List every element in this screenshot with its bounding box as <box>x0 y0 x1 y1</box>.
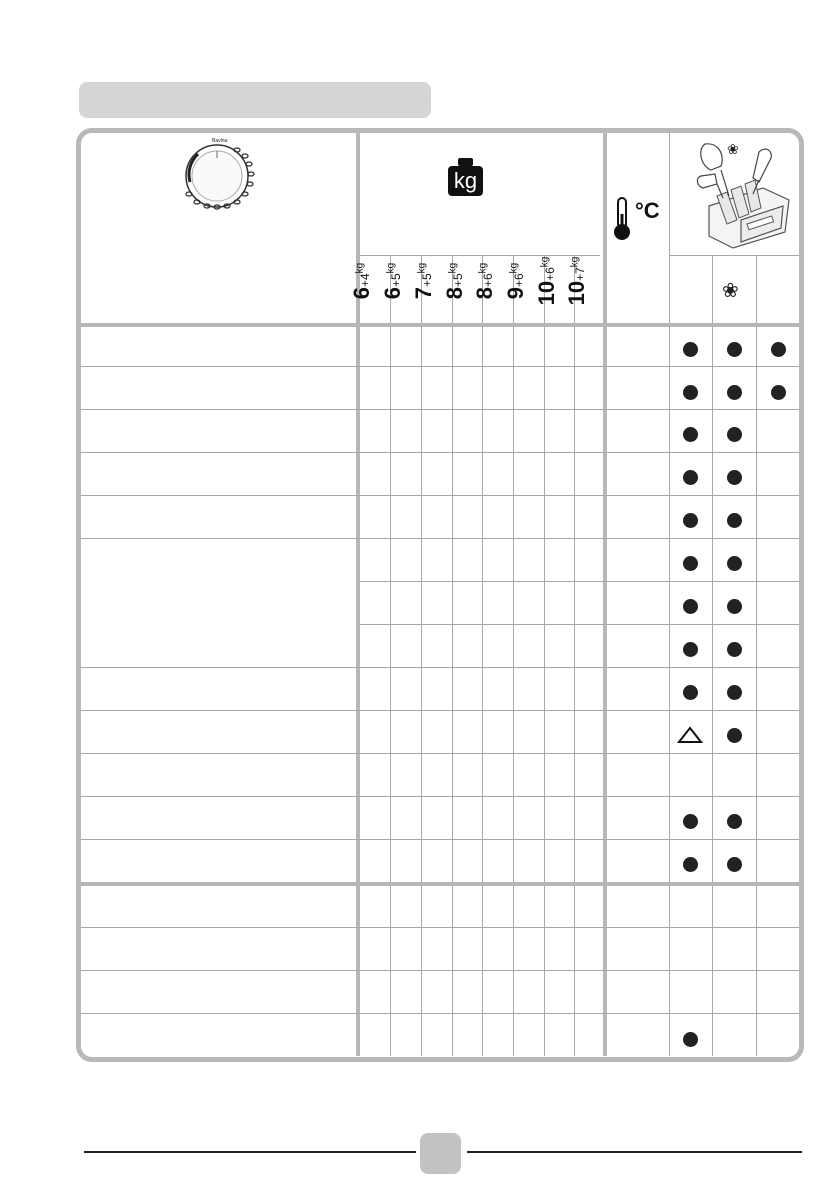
detergent-dot <box>683 685 698 700</box>
detergent-dot <box>683 470 698 485</box>
load-extra: +5 <box>451 273 465 287</box>
row-divider <box>360 581 799 582</box>
detergent-dot <box>727 685 742 700</box>
detergent-drawer-icon <box>693 136 793 252</box>
col-divider-detergent <box>669 133 670 1056</box>
section-title-bar <box>79 82 431 118</box>
load-main: 8 <box>442 287 467 300</box>
weight-icon-label: kg <box>453 168 478 193</box>
row-divider <box>81 366 799 367</box>
load-extra: +6 <box>543 267 557 281</box>
detergent-dot <box>683 385 698 400</box>
page-number-box <box>420 1133 461 1174</box>
detergent-dot <box>727 385 742 400</box>
detergent-dot <box>727 814 742 829</box>
footer-rule-left <box>84 1151 416 1153</box>
detergent-dot <box>683 556 698 571</box>
detergent-dot <box>727 470 742 485</box>
detergent-dot <box>771 385 786 400</box>
col-divider-temperature <box>603 133 607 1056</box>
row-divider <box>81 409 799 410</box>
programme-dial-icon <box>176 136 258 212</box>
row-divider-thick <box>81 323 799 327</box>
load-unit: kg <box>539 256 551 268</box>
detergent-dot <box>683 857 698 872</box>
load-unit: kg <box>477 262 489 274</box>
thermometer-icon <box>612 196 634 242</box>
detergent-dot <box>727 857 742 872</box>
detergent-header-line <box>669 255 799 256</box>
load-main: 7 <box>411 287 436 300</box>
detergent-dot <box>727 513 742 528</box>
col-divider-load <box>452 255 453 1056</box>
load-unit: kg <box>569 256 581 268</box>
detergent-dot <box>683 599 698 614</box>
load-extra: +7 <box>573 267 587 281</box>
load-main: 10 <box>564 280 589 306</box>
detergent-dot <box>727 599 742 614</box>
detergent-dot <box>771 342 786 357</box>
row-divider <box>81 927 799 928</box>
load-extra: +5 <box>420 273 434 287</box>
col-divider-load <box>390 255 391 1056</box>
weight-icon <box>448 158 483 196</box>
detergent-dot <box>727 427 742 442</box>
load-unit: kg <box>354 262 366 274</box>
load-main: 8 <box>472 287 497 300</box>
load-main: 6 <box>349 287 374 300</box>
load-extra: +6 <box>481 273 495 287</box>
col-divider-load <box>482 255 483 1056</box>
row-divider <box>81 452 799 453</box>
detergent-dot <box>683 342 698 357</box>
dial-label: Bavlna <box>212 138 228 144</box>
col-divider-compartment <box>712 255 713 1056</box>
detergent-dot <box>727 642 742 657</box>
detergent-dot <box>683 1032 698 1047</box>
load-extra: +5 <box>389 273 403 287</box>
row-divider <box>81 667 799 668</box>
detergent-dot <box>683 513 698 528</box>
softener-icon: ❀ <box>722 278 739 302</box>
load-main: 10 <box>534 280 559 306</box>
load-extra: +6 <box>512 273 526 287</box>
row-divider <box>81 796 799 797</box>
col-divider-load <box>421 255 422 1056</box>
detergent-dot <box>727 342 742 357</box>
col-divider-compartment <box>756 255 757 1056</box>
load-extra: +4 <box>358 273 372 287</box>
detergent-dot <box>727 728 742 743</box>
load-main: 6 <box>380 287 405 300</box>
row-divider <box>81 495 799 496</box>
svg-text:❀: ❀ <box>727 142 739 158</box>
row-divider-thick <box>81 882 799 886</box>
detergent-dot <box>683 814 698 829</box>
row-divider <box>81 839 799 840</box>
optional-triangle-icon <box>677 726 703 744</box>
row-divider <box>81 538 799 539</box>
load-unit: kg <box>508 262 520 274</box>
col-divider-load <box>544 255 545 1056</box>
detergent-dot <box>727 556 742 571</box>
row-divider <box>360 624 799 625</box>
row-divider <box>81 970 799 971</box>
load-unit: kg <box>416 262 428 274</box>
col-divider-load <box>513 255 514 1056</box>
temperature-unit: °C <box>635 198 660 223</box>
load-main: 9 <box>503 287 528 300</box>
load-unit: kg <box>385 262 397 274</box>
row-divider <box>81 1013 799 1014</box>
col-divider-load <box>574 255 575 1056</box>
row-divider <box>81 710 799 711</box>
load-capacity-label <box>564 250 603 320</box>
row-divider <box>81 753 799 754</box>
detergent-dot <box>683 427 698 442</box>
load-unit: kg <box>447 262 459 274</box>
footer-rule-right <box>467 1151 802 1153</box>
detergent-dot <box>683 642 698 657</box>
